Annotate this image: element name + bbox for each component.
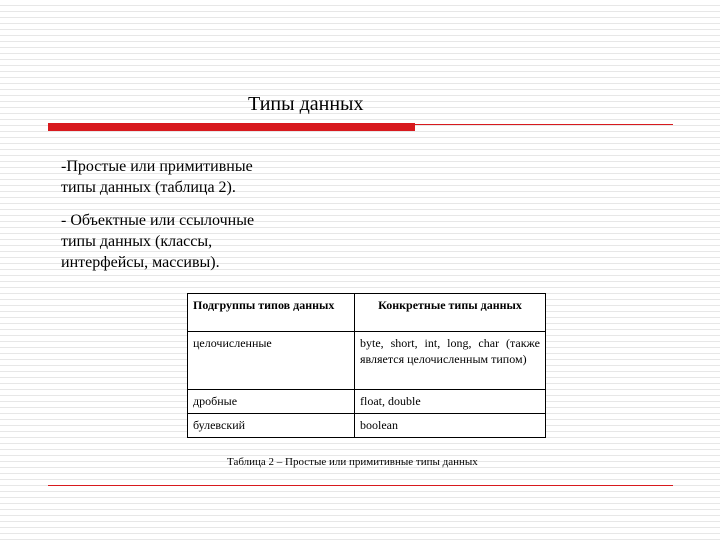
bullet-line: - Объектные или ссылочные xyxy=(61,212,255,229)
data-types-table xyxy=(187,293,546,438)
cell-subgroup: булевский xyxy=(188,414,355,438)
title-accent-bar xyxy=(48,123,415,131)
cell-types: byte, short, int, long, char (также является целочисленным типом) xyxy=(355,332,546,390)
cell-types: float, double xyxy=(355,390,546,414)
bottom-rule xyxy=(48,485,673,486)
cell-subgroup: дробные xyxy=(188,390,355,414)
table-header-row xyxy=(188,294,546,332)
table-row xyxy=(188,390,546,414)
bullet-line: интерфейсы, массивы). xyxy=(61,254,220,271)
table-row xyxy=(188,414,546,438)
bullet-primitive-types xyxy=(61,156,253,198)
cell-types: boolean xyxy=(355,414,546,438)
title-underline-rule xyxy=(415,124,673,125)
bullet-line: типы данных (классы, xyxy=(61,233,213,250)
table-caption: Таблица 2 – Простые или примитивные типы данных xyxy=(227,456,478,468)
bullet-line: типы данных (таблица 2). xyxy=(61,179,236,196)
cell-subgroup: целочисленные xyxy=(188,332,355,390)
header-concrete-types: Конкретные типы данных xyxy=(355,294,546,332)
header-subgroups: Подгруппы типов данных xyxy=(188,294,355,332)
bullet-line: -Простые или примитивные xyxy=(61,158,253,175)
slide-title: Типы данных xyxy=(248,93,364,115)
table-row xyxy=(188,332,546,390)
bullet-reference-types xyxy=(61,210,254,273)
